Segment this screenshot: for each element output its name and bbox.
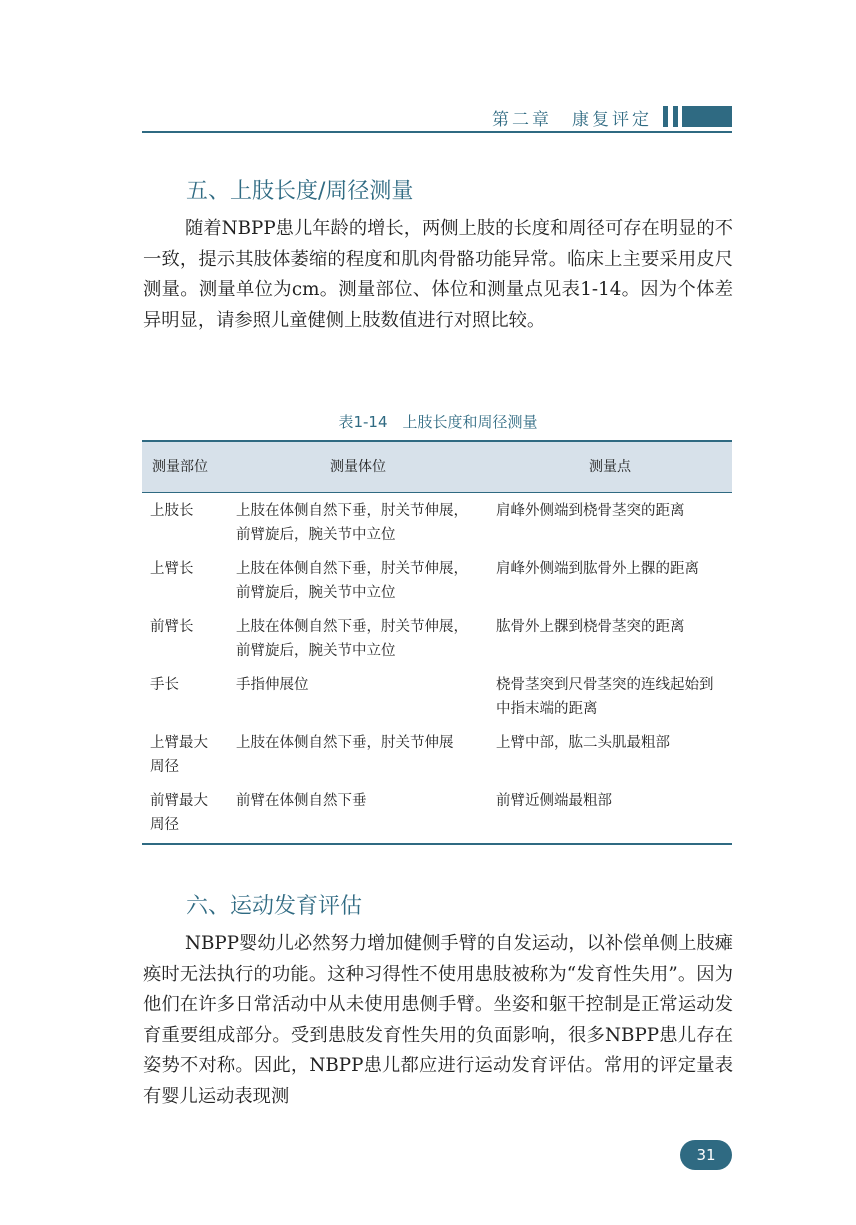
table-header-row (142, 441, 732, 493)
section-5-title: 五、上肢长度/周径测量 (186, 179, 414, 204)
table-cell: 上臂长 (150, 561, 194, 577)
page-number-badge: 31 (680, 1140, 732, 1170)
section-5-paragraph: 随着NBPP患儿年龄的增长，两侧上肢的长度和周径可存在明显的不一致，提示其肢体萎缩的程度和肌肉骨骼功能异常。临床上主要采用皮尺测量。测量单位为cm。测量部位、体位和测量点见表1-14。因为个体差异明显，请参照儿童健侧上肢数值进行对照比较。 (143, 218, 733, 331)
table-cell: 上肢在体侧自然下垂，肘关节伸展，前臂旋后，腕关节中立位 (236, 619, 468, 659)
table-cell: 桡骨茎突到尺骨茎突的连线起始到中指末端的距离 (496, 677, 714, 717)
table-cell: 肩峰外侧端到桡骨茎突的距离 (496, 503, 685, 519)
table-cell: 手长 (150, 677, 179, 693)
table-cell: 前臂最大周径 (142, 783, 228, 844)
table-cell: 手指伸展位 (236, 677, 309, 693)
table-row (142, 551, 732, 609)
table-cell: 前臂长 (150, 619, 194, 635)
header-cell-point: 测量点 (488, 441, 732, 493)
table-row (142, 667, 732, 725)
table-cell: 上肢在体侧自然下垂，肘关节伸展 (236, 735, 454, 751)
table-cell: 上肢在体侧自然下垂，肘关节伸展，前臂旋后，腕关节中立位 (236, 561, 468, 601)
header-decor-bar (673, 106, 678, 127)
table-caption: 表1-14 上肢长度和周径测量 (338, 413, 538, 431)
table-row (142, 725, 732, 783)
header-cell-site: 测量部位 (142, 441, 228, 493)
header-cell-position: 测量体位 (228, 441, 488, 493)
header-decor-block (682, 106, 732, 127)
table-cell: 上臂中部，肱二头肌最粗部 (496, 735, 670, 751)
section-6-paragraph: NBPP婴幼儿必然努力增加健侧手臂的自发运动，以补偿单侧上肢瘫痪时无法执行的功能。这种习得性不使用患肢被称为“发育性失用”。因为他们在许多日常活动中从未使用患侧手臂。坐姿和躯干控制是正常运动发育重要组成部分。受到患肢发育性失用的负面影响，很多NBPP患儿存在姿势不对称。因此，NBPP患儿都应进行运动发育评估。常用的评定量表有婴儿运动表现测 (143, 933, 733, 1107)
table-cell: 肱骨外上髁到桡骨茎突的距离 (496, 619, 685, 635)
table-cell: 上肢长 (150, 503, 194, 519)
chapter-title: 第二章 康复评定 (492, 110, 652, 130)
table-row (142, 783, 732, 844)
table-cell: 上肢在体侧自然下垂，肘关节伸展，前臂旋后，腕关节中立位 (236, 503, 468, 543)
section-6-title: 六、运动发育评估 (186, 894, 363, 919)
table-cell: 前臂近侧端最粗部 (488, 783, 732, 844)
header-decor-bar (663, 106, 668, 127)
table-row (142, 609, 732, 667)
table-cell: 肩峰外侧端到肱骨外上髁的距离 (496, 561, 699, 577)
table-row (142, 493, 732, 552)
table-cell: 前臂在体侧自然下垂 (228, 783, 488, 844)
table-cell: 上臂最大周径 (150, 735, 208, 775)
measurement-table (142, 440, 732, 845)
page-header (142, 104, 732, 133)
